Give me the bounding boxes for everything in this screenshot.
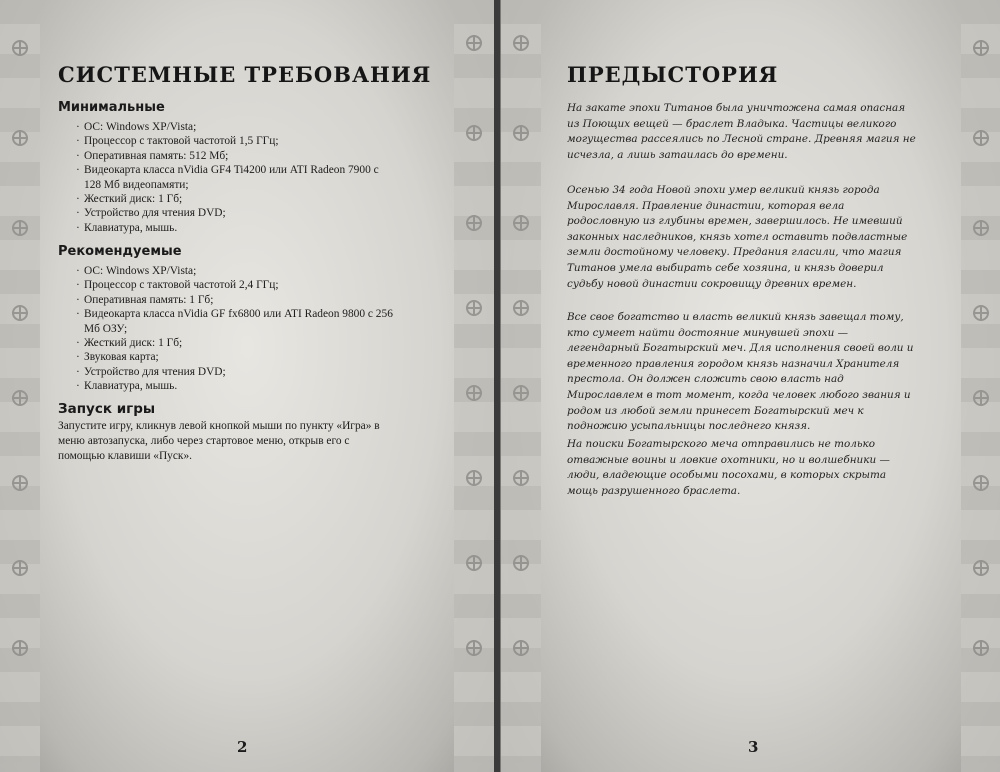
- list-item: · Клавиатура, мышь.: [76, 221, 396, 235]
- ornament-icon: [12, 640, 28, 656]
- story-paragraph: На закате эпохи Титанов была уничтожена самая опасная из Поющих вещей — браслет Владыка. Частицы великого могущества рассеялись по Лесной стране. Древняя магия не исчезла, а лишь затаилась до времени.: [567, 102, 916, 161]
- ornament-icon: [973, 220, 989, 236]
- recommended-heading: Рекомендуемые: [58, 244, 182, 259]
- list-item: · Процессор с тактовой частотой 2,4 ГГц;: [76, 278, 396, 292]
- right-page: [500, 0, 1000, 772]
- recommended-requirements-list: [76, 264, 396, 394]
- list-item: · Клавиатура, мышь.: [76, 379, 396, 393]
- ornament-icon: [513, 385, 529, 401]
- ornament-icon: [466, 125, 482, 141]
- list-item: · ОС: Windows XP/Vista;: [76, 120, 396, 134]
- ornament-icon: [466, 385, 482, 401]
- ornament-icon: [12, 560, 28, 576]
- ornament-icon: [973, 40, 989, 56]
- list-item: · Видеокарта класса nVidia GF fx6800 или ATI Radeon 9800 с 256 Мб ОЗУ;: [76, 307, 396, 336]
- story-paragraph: На поиски Богатырского меча отправились не только отважные воины и ловкие охотники, но и волшебники — люди, владеющие особыми посохами, в которых скрыта мощь разрушенного браслета.: [567, 438, 890, 497]
- ornament-icon: [973, 390, 989, 406]
- ornament-icon: [513, 215, 529, 231]
- launch-text: Запустите игру, кликнув левой кнопкой мыши по пункту «Игра» в меню автозапуска, либо через стартовое меню, открыв его с помощью клавиши «Пуск».: [58, 420, 380, 462]
- list-item: · Жесткий диск: 1 Гб;: [76, 192, 396, 206]
- ornament-icon: [513, 555, 529, 571]
- ornament-icon: [513, 125, 529, 141]
- ornament-icon: [12, 305, 28, 321]
- list-item: · Оперативная память: 1 Гб;: [76, 293, 396, 307]
- ornament-icon: [513, 35, 529, 51]
- list-item: · Устройство для чтения DVD;: [76, 206, 396, 220]
- page-title: ПРЕДЫСТОРИЯ: [567, 62, 779, 87]
- ornament-icon: [466, 555, 482, 571]
- ornament-icon: [12, 130, 28, 146]
- ornament-icon: [466, 215, 482, 231]
- right-outer-ornament-border: [961, 0, 1000, 772]
- ornament-icon: [466, 300, 482, 316]
- minimal-requirements-list: [76, 120, 396, 235]
- minimal-heading: Минимальные: [58, 100, 165, 115]
- ornament-icon: [466, 35, 482, 51]
- ornament-icon: [513, 300, 529, 316]
- ornament-icon: [12, 220, 28, 236]
- page-number: 3: [748, 738, 759, 756]
- left-page: [0, 0, 495, 772]
- ornament-icon: [12, 475, 28, 491]
- ornament-icon: [12, 40, 28, 56]
- page-title: СИСТЕМНЫЕ ТРЕБОВАНИЯ: [58, 62, 432, 87]
- story-paragraph: Все свое богатство и власть великий князь завещал тому, кто сумеет найти достояние минувшей эпохи — легендарный Богатырский меч. Для исполнения своей воли и временного правления городом князь назначил Хранителя престола. Он должен сложить свою власть над Мирославлем в тот момент, когда человек любого звания и родом из любой земли принесет Богатырский меч к подножию усыпальницы последнего князя.: [567, 311, 914, 433]
- ornament-icon: [973, 130, 989, 146]
- ornament-icon: [513, 640, 529, 656]
- list-item: · Процессор с тактовой частотой 1,5 ГГц;: [76, 134, 396, 148]
- ornament-icon: [12, 390, 28, 406]
- ornament-icon: [973, 305, 989, 321]
- list-item: · Видеокарта класса nVidia GF4 Ti4200 или ATI Radeon 7900 с 128 Мб видеопамяти;: [76, 163, 396, 192]
- list-item: · Оперативная память: 512 Мб;: [76, 149, 396, 163]
- ornament-icon: [973, 560, 989, 576]
- ornament-icon: [513, 470, 529, 486]
- ornament-icon: [466, 470, 482, 486]
- page-number: 2: [237, 738, 248, 756]
- list-item: · Звуковая карта;: [76, 350, 396, 364]
- ornament-icon: [973, 475, 989, 491]
- left-outer-ornament-border: [0, 0, 40, 772]
- list-item: · Устройство для чтения DVD;: [76, 365, 396, 379]
- ornament-icon: [466, 640, 482, 656]
- list-item: · ОС: Windows XP/Vista;: [76, 264, 396, 278]
- list-item: · Жесткий диск: 1 Гб;: [76, 336, 396, 350]
- story-paragraph: Осенью 34 года Новой эпохи умер великий князь города Мирославля. Правление династии, которая вела родословную из глубины времен, завершилось. Не имевший законных наследников, князь хотел оставить подвластные земли достойному человеку. Предания гласили, что магия Титанов умела выбирать себе хозяина, и князь доверил судьбу новой династии сокровищу древних времен.: [567, 184, 908, 290]
- right-inner-ornament-border: [501, 0, 541, 772]
- launch-heading: Запуск игры: [58, 401, 156, 417]
- left-inner-ornament-border: [454, 0, 494, 772]
- ornament-icon: [973, 640, 989, 656]
